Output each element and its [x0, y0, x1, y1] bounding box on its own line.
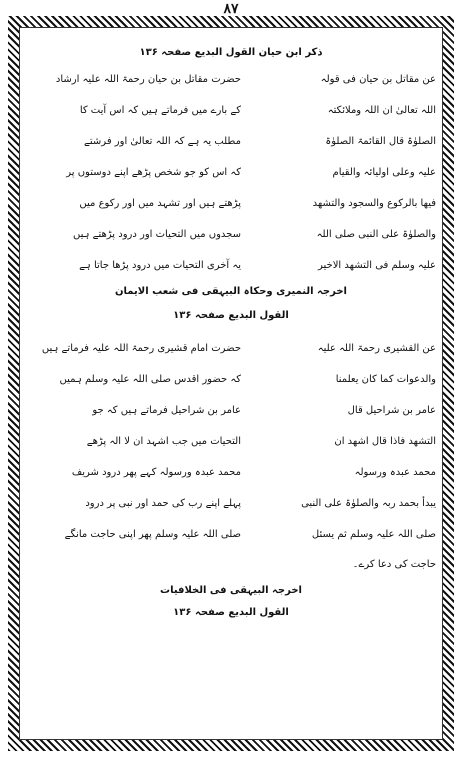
arabic-text: والدعوات کما کان یعلمنا: [335, 374, 436, 385]
verse-row: [26, 364, 436, 395]
verse-row: [26, 250, 436, 281]
verse-row: [26, 157, 436, 188]
section1-verses: [26, 64, 436, 281]
section2-verses: [26, 333, 436, 550]
section2-source: اخرجہ البیہقی فی الخلافیات: [160, 585, 302, 596]
verse-row: [26, 395, 436, 426]
urdu-translation: محمد عبدہ ورسولہ کہے پھر درود شریف: [71, 467, 241, 478]
urdu-translation: التحیات میں جب اشہد ان لا الہ پڑھے: [86, 436, 241, 447]
arabic-text: یبدأ بحمد ربہ والصلوٰۃ علی النبی: [301, 498, 436, 509]
verse-row: [26, 64, 436, 95]
arabic-text: اللہ تعالیٰ ان اللہ وملائکتہ: [327, 105, 436, 116]
urdu-translation: سجدوں میں التحیات اور درود پڑھتے ہیں: [72, 229, 241, 240]
arabic-text: علیہ وعلی اولیائہ والقیام: [332, 167, 436, 178]
verse-row: [26, 95, 436, 126]
arabic-text: الصلوٰۃ قال القائمۃ الصلوٰۃ: [325, 136, 436, 147]
urdu-translation: کے بارے میں فرماتے ہیں کہ اس آیت کا: [79, 105, 241, 116]
urdu-translation: کہ اس کو جو شخص پڑھے اپنے دوستوں پر: [66, 167, 241, 178]
section2-heading: القول البدیع صفحہ ۱۳۶: [173, 310, 289, 321]
verse-row: [26, 488, 436, 519]
verse-row: [26, 457, 436, 488]
section2-footer: القول البدیع صفحہ ۱۳۶: [173, 607, 289, 618]
verse-row: [26, 188, 436, 219]
urdu-translation: پڑھتے ہیں اور تشہد میں اور رکوع میں: [79, 198, 241, 209]
arabic-text: التشھد فاذا قال اشھد ان: [334, 436, 436, 447]
section1-source: اخرجہ النمیری وحکاہ البیہقی فی شعب الایمان: [115, 286, 347, 297]
arabic-text: صلی اللہ علیہ وسلم ثم یسئل: [311, 529, 436, 540]
arabic-text: محمد عبدہ ورسولہ: [354, 467, 436, 478]
verse-row: [26, 219, 436, 250]
verse-row: [26, 519, 436, 550]
arabic-text: عن القشیری رحمۃ اللہ علیہ: [317, 343, 436, 354]
arabic-text: فیھا بالرکوع والسجود والتشھد: [312, 198, 436, 209]
urdu-translation: صلی اللہ علیہ وسلم پھر اپنی حاجت مانگے: [64, 529, 241, 540]
urdu-translation: مطلب یہ ہے کہ اللہ تعالیٰ اور فرشتے: [84, 136, 241, 147]
urdu-translation: حضرت امام قشیری رحمۃ اللہ علیہ فرماتے ہیں: [41, 343, 241, 354]
verse-row: [26, 333, 436, 364]
arabic-text: عن مقاتل بن حیان فی قولہ: [320, 74, 436, 85]
urdu-translation: پہلے اپنے رب کی حمد اور نبی پر درود: [85, 498, 241, 509]
urdu-translation: حضرت مقاتل بن حیان رحمۃ اللہ علیہ ارشاد: [55, 74, 241, 85]
verse-row: [26, 426, 436, 457]
section1-heading: ذکر ابن حیان القول البدیع صفحہ ۱۳۶: [139, 47, 323, 58]
verse-row: [26, 126, 436, 157]
page-content: [26, 42, 436, 742]
urdu-translation: عامر بن شراحیل فرماتے ہیں کہ جو: [92, 405, 241, 416]
urdu-translation: یہ آخری التحیات میں درود پڑھا جاتا ہے: [79, 260, 241, 271]
urdu-translation: کہ حضور اقدس صلی اللہ علیہ وسلم ہمیں: [59, 374, 241, 385]
arabic-text: والصلوٰۃ علی النبی صلی اللہ: [316, 229, 436, 240]
page-number: ۸۷: [223, 1, 239, 17]
arabic-text: عامر بن شراحیل قال: [347, 405, 436, 416]
closing-line: حاجت کی دعا کرے۔: [352, 559, 436, 570]
arabic-text: علیہ وسلم فی التشھد الاخیر: [318, 260, 436, 271]
